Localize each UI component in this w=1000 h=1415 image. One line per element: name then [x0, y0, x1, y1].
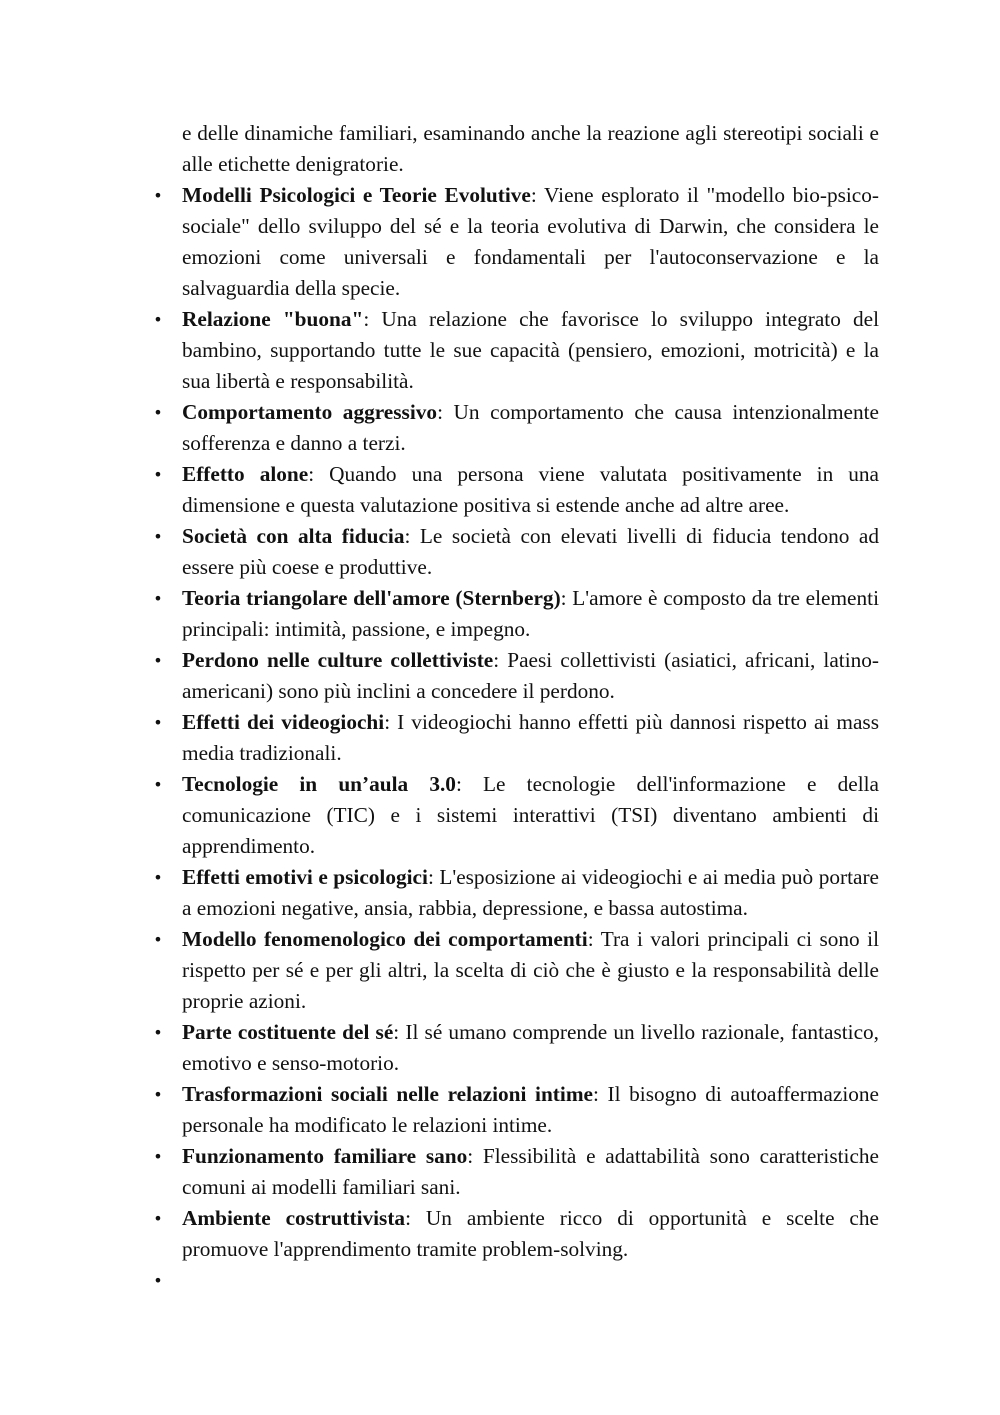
bullet-icon: •: [153, 589, 163, 608]
list-item: [153, 459, 880, 521]
bullet-icon: •: [153, 1209, 163, 1228]
bullet-icon: •: [153, 713, 163, 732]
list-item: [153, 1141, 879, 1203]
item-text: : Flessibilità e adattabilità sono caratteristiche comuni ai modelli familiari sani.: [182, 1144, 879, 1199]
list-item: [153, 1079, 879, 1141]
item-text: : Il sé umano comprende un livello razionale, fantastico, emotivo e senso-motorio.: [182, 1020, 879, 1075]
item-text: : Il bisogno di autoaffermazione personale ha modificato le relazioni intime.: [182, 1082, 879, 1137]
bullet-icon: •: [153, 310, 163, 329]
item-text: : I videogiochi hanno effetti più dannosi rispetto ai mass media tradizionali.: [182, 710, 879, 765]
intro-paragraph: e delle dinamiche familiari, esaminando anche la reazione agli stereotipi sociali e alle etichette denigratorie.: [182, 121, 879, 176]
list-item: [153, 1203, 879, 1265]
item-text: : Paesi collettivisti (asiatici, africani, latino-americani) sono più inclini a concedere il perdono.: [182, 648, 879, 703]
item-term: Società con alta fiducia: [182, 524, 405, 548]
item-text: : Tra i valori principali ci sono il rispetto per sé e per gli altri, la scelta di ciò che è giusto e la responsabilità delle proprie azioni.: [182, 927, 879, 1013]
item-term: Funzionamento familiare sano: [182, 1144, 468, 1168]
item-term: Tecnologie in un’aula 3.0: [182, 772, 456, 796]
bullet-icon: •: [153, 868, 163, 887]
item-term: Teoria triangolare dell'amore (Sternberg): [182, 586, 561, 610]
item-term: Trasformazioni sociali nelle relazioni intime: [182, 1082, 594, 1106]
bullet-icon: •: [153, 651, 163, 670]
item-text: : Le tecnologie dell'informazione e della comunicazione (TIC) e i sistemi interattivi (TSI) diventano ambienti di apprendimento.: [182, 772, 879, 858]
item-term: Parte costituente del sé: [182, 1020, 394, 1044]
definitions-list: [153, 180, 880, 1290]
bullet-icon: •: [153, 1147, 163, 1166]
list-item: [153, 862, 879, 924]
item-text: : Una relazione che favorisce lo sviluppo integrato del bambino, supportando tutte le sue capacità (pensiero, emozioni, motricità) e la sua libertà e responsabilità.: [182, 307, 880, 393]
bullet-icon: •: [153, 1085, 163, 1104]
item-text: : Un comportamento che causa intenzionalmente sofferenza e danno a terzi.: [182, 400, 879, 455]
list-item: [153, 180, 879, 304]
item-term: Effetti dei videogiochi: [182, 710, 385, 734]
item-term: Modello fenomenologico dei comportamenti: [182, 927, 588, 951]
item-term: Effetto alone: [182, 462, 309, 486]
bullet-icon: •: [153, 1023, 163, 1042]
list-item: [153, 645, 879, 707]
list-item: [153, 583, 879, 645]
item-text: : L'esposizione ai videogiochi e ai media può portare a emozioni negative, ansia, rabbia, depressione, e bassa autostima.: [182, 865, 879, 920]
item-text: : Un ambiente ricco di opportunità e scelte che promuove l'apprendimento tramite problem-solving.: [182, 1206, 879, 1261]
bullet-icon: •: [153, 930, 163, 949]
item-term: Ambiente costruttivista: [182, 1206, 406, 1230]
item-term: Relazione "buona": [182, 307, 364, 331]
list-item: [153, 924, 879, 1017]
item-term: Perdono nelle culture collettiviste: [182, 648, 494, 672]
bullet-icon: •: [153, 186, 163, 205]
bullet-icon: •: [153, 1271, 163, 1290]
item-term: Effetti emotivi e psicologici: [182, 865, 428, 889]
page-content: [153, 118, 880, 1290]
item-text: : Quando una persona viene valutata positivamente in una dimensione e questa valutazione positiva si estende anche ad altre aree.: [182, 462, 880, 517]
list-item: [153, 304, 880, 397]
item-text: : Viene esplorato il "modello bio-psico-sociale" dello sviluppo del sé e la teoria evolutiva di Darwin, che considera le emozioni come universali e fondamentali per l'autoconservazione e la salvaguardia della specie.: [182, 183, 879, 300]
item-text: : Le società con elevati livelli di fiducia tendono ad essere più coese e produttive.: [182, 524, 879, 579]
list-item: [153, 707, 879, 769]
item-term: Comportamento aggressivo: [182, 400, 438, 424]
item-term: Modelli Psicologici e Teorie Evolutive: [182, 183, 531, 207]
bullet-icon: •: [153, 465, 163, 484]
list-item: [153, 397, 879, 459]
bullet-icon: •: [153, 527, 163, 546]
bullet-icon: •: [153, 403, 163, 422]
list-item: [153, 1017, 879, 1079]
list-item: [153, 521, 879, 583]
bullet-icon: •: [153, 775, 163, 794]
list-item: [153, 769, 879, 862]
item-text: : L'amore è composto da tre elementi principali: intimità, passione, e impegno.: [182, 586, 879, 641]
